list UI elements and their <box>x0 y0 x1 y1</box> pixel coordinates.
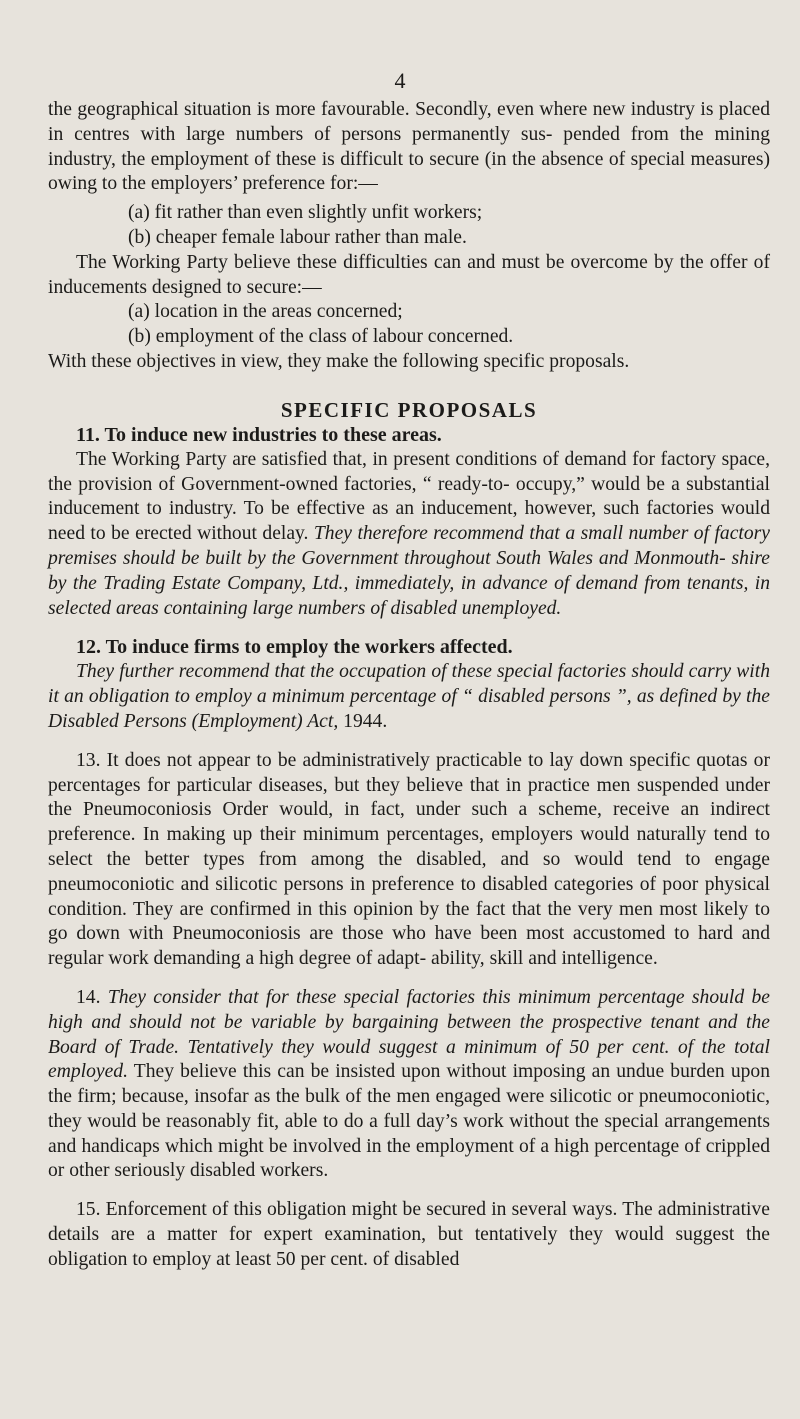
preference-list <box>48 201 770 251</box>
paragraph-14 <box>48 986 770 1184</box>
paragraph-12-heading: 12. To induce firms to employ the workers affected. <box>76 636 513 659</box>
objectives-paragraph: With these objectives in view, they make the following specific proposals. <box>48 350 630 372</box>
body-text <box>48 98 770 1273</box>
paragraph-14-text: They believe this can be insisted upon without imposing an undue burden upon the firm; because, insofar as the bulk of the men engaged were silicotic or pneumoconiotic, they would be reasonably fit, able to do a full day’s work without the special arrangements and handicaps which might be involved in the employment of a high percentage of crippled or other seriously disabled workers. <box>48 1061 771 1182</box>
preference-item-b: (b) cheaper female labour rather than male. <box>128 226 467 248</box>
paragraph-12 <box>48 660 770 734</box>
inducement-item-b: (b) employment of the class of labour concerned. <box>128 326 514 348</box>
preference-item-a: (a) fit rather than even slightly unfit workers; <box>128 202 483 224</box>
intro-paragraph: the geographical situation is more favourable. Secondly, even where new industry is placed in centres with large numbers of persons permanently sus- pended from the mining industry, the employment of these is difficult to secure (in the absence of special measures) owing to the employers’ preference for:— <box>48 99 770 195</box>
paragraph-11 <box>48 448 770 622</box>
page-number: 4 <box>394 68 406 93</box>
paragraph-11-recommendation: They therefore recommend that a small number of factory premises should be built by the Government throughout South Wales and Monmouth- shire by the Trading Estate Company, Ltd., immediately, in advance of demand from tenants, in selected areas containing large numbers of disabled unemployed. <box>48 523 770 619</box>
paragraph-14-recommendation: They consider that for these special factories this minimum percentage should be high and should not be variable by bargaining between the prospective tenant and the Board of Trade. Tentatively they would suggest a minimum of 50 per cent. of the total employed. <box>48 986 770 1083</box>
paragraph-15: 15. Enforcement of this obligation might be secured in several ways. The administrative details are a matter for expert examination, but tentatively they would suggest the obligation to employ at least 50 per cent. of disabled <box>48 1199 770 1270</box>
paragraph-11-text: The Working Party are satisfied that, in present conditions of demand for factory space, the provision of Government-owned factories, “ ready-to- occupy,” would be a substantial inducement to industry. To be effective as an inducement, however, such factories would need to be erected without delay. <box>48 448 770 545</box>
paragraph-11-heading: 11. To induce new industries to these areas. <box>76 423 442 446</box>
paragraph-12-text: 1944. <box>343 710 388 732</box>
paragraph-14-number: 14. <box>76 986 101 1008</box>
section-heading: SPECIFIC PROPOSALS <box>280 397 538 422</box>
inducement-item-a: (a) location in the areas concerned; <box>128 301 403 323</box>
paragraph-13: 13. It does not appear to be administratively practicable to lay down specific quotas or percentages for particular diseases, but they believe that in practice men suspended under the Pneumoconiosis Order would, in fact, under such a scheme, receive an indirect preference. In making up their minimum percentages, employers would naturally tend to select the better types from among the disabled, and so would tend to engage pneumoconiotic and silicotic persons in preference to disabled categories of poor physical condition. They are confirmed in this opinion by the fact that the very men most likely to go down with Pneumoconiosis are those who have been most accustomed to hard and regular work demanding a high degree of adapt- ability, skill and intelligence. <box>48 749 770 970</box>
overcome-paragraph: The Working Party believe these difficulties can and must be overcome by the offer of inducements designed to secure:— <box>48 251 770 298</box>
paragraph-12-recommendation: They further recommend that the occupation of these special factories should carry with it an obligation to employ a minimum percentage of “ disabled persons ”, as defined by the Disabled Persons (Employment) Act, <box>48 661 770 732</box>
inducement-list <box>48 300 770 350</box>
